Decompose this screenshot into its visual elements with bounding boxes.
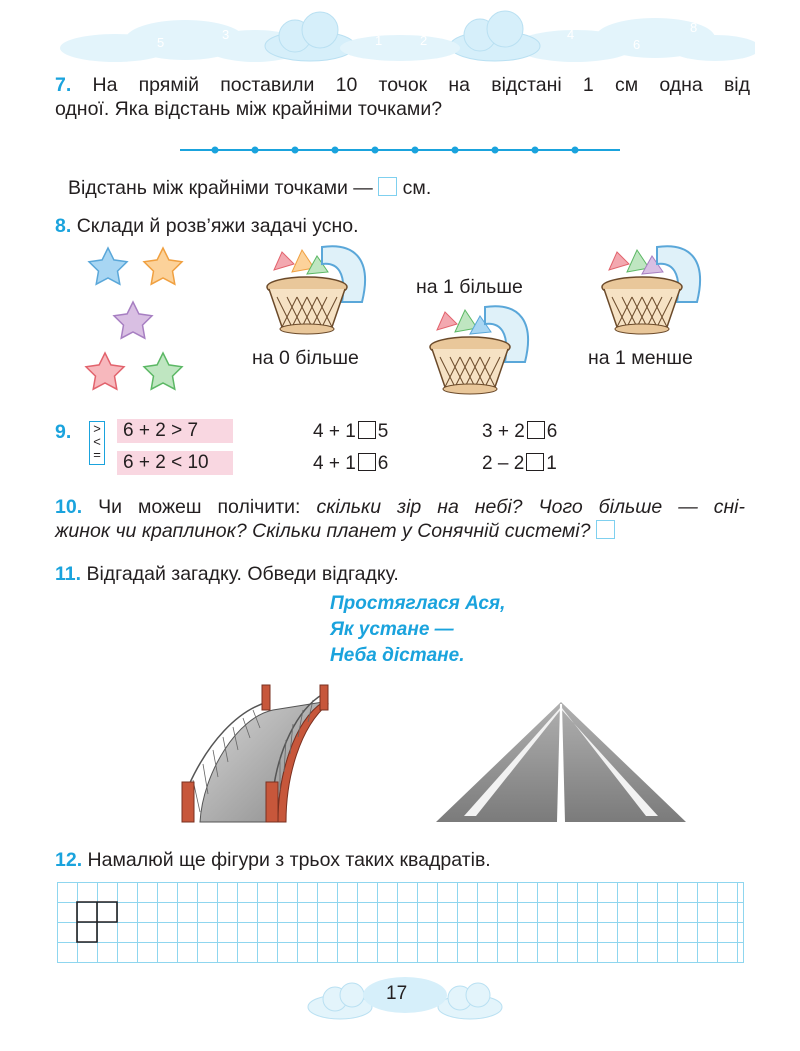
riddle-line: Простяглася Ася,	[330, 593, 506, 614]
cloud-number: 0	[397, 17, 405, 32]
sample-figure	[76, 901, 120, 945]
cloud-number: 7	[107, 17, 115, 32]
cloud-center-right	[450, 11, 540, 61]
page-number: 17	[386, 983, 408, 1004]
bridge-image[interactable]	[178, 682, 338, 824]
star-orange	[144, 248, 182, 284]
cloud-number: 5	[157, 35, 165, 50]
inequality-row-2: 6 + 2 < 10	[117, 451, 233, 475]
road-image[interactable]	[436, 700, 686, 822]
star-green	[144, 353, 182, 389]
cloud-number: 8	[690, 20, 698, 35]
task-11	[55, 562, 399, 586]
compare-item: 4 + 1 6	[313, 453, 389, 474]
inequality-row-1: 6 + 2 > 7	[117, 419, 233, 443]
answer-unit: см.	[402, 177, 432, 199]
comparison-signs: > < =	[89, 421, 105, 465]
point	[532, 147, 539, 154]
cloud-number: 6	[633, 37, 641, 52]
stars-group	[75, 240, 205, 400]
task-text: Склади й розв’яжи задачі усно.	[76, 215, 359, 237]
task-text: Чи можеш полічити:	[98, 496, 301, 518]
task-number: 10.	[55, 496, 83, 518]
point	[212, 147, 219, 154]
answer-box[interactable]	[596, 520, 615, 539]
point	[332, 147, 339, 154]
task-text: Відгадай загадку. Обведи відгадку.	[86, 563, 399, 585]
number-line	[175, 140, 625, 160]
task-10	[55, 495, 745, 543]
task-7-answer	[68, 176, 431, 200]
cloud-number: 3	[222, 27, 230, 42]
point	[492, 147, 499, 154]
star-purple	[114, 302, 152, 338]
drawing-grid[interactable]	[57, 882, 744, 963]
task-number: 7.	[55, 74, 72, 96]
task-number: 12.	[55, 849, 83, 871]
compare-box[interactable]	[527, 421, 545, 439]
task-8	[55, 214, 359, 238]
task-7	[55, 73, 750, 121]
point	[372, 147, 379, 154]
answer-prefix: Відстань між крайніми точками —	[68, 177, 373, 199]
task-question: жинок чи краплинок? Скільки планет у Сонячній системі?	[55, 520, 591, 542]
label-one-more: на 1 більше	[416, 276, 523, 298]
riddle-line: Як устане —	[330, 619, 454, 640]
task-number-9: 9.	[55, 421, 72, 443]
task-number: 8.	[55, 215, 72, 237]
point	[292, 147, 299, 154]
task-number: 11.	[55, 563, 82, 585]
task-text: Намалюй ще фігури з трьох таких квадратів.	[87, 849, 491, 871]
cloud-number: 4	[567, 27, 575, 42]
answer-box[interactable]	[378, 177, 397, 196]
riddle-line: Неба дістане.	[330, 645, 465, 666]
point	[252, 147, 259, 154]
compare-item: 4 + 1 5	[313, 421, 389, 442]
cloud-number: 1	[375, 33, 383, 48]
basket-3	[597, 242, 717, 342]
compare-box[interactable]	[526, 453, 544, 471]
task-question: скільки зір на небі? Чого більше — сні-	[316, 496, 746, 518]
label-zero-more: на 0 більше	[252, 347, 359, 369]
label-one-less: на 1 менше	[588, 347, 693, 369]
compare-item: 2 – 2 1	[482, 453, 557, 474]
task-text: одної. Яка відстань між крайніми точками?	[55, 98, 443, 120]
star-blue	[89, 248, 127, 284]
star-red	[86, 353, 124, 389]
task-text: На прямій поставили 10 точок на відстані 1 см одна від	[92, 74, 751, 96]
compare-box[interactable]	[358, 421, 376, 439]
cloud-number: 2	[420, 33, 428, 48]
task-12	[55, 848, 491, 872]
cloud-center-left	[265, 12, 355, 61]
compare-box[interactable]	[358, 453, 376, 471]
point	[572, 147, 579, 154]
basket-2	[425, 302, 545, 402]
riddle	[330, 591, 505, 669]
point	[452, 147, 459, 154]
compare-item: 3 + 2 6	[482, 421, 558, 442]
point	[412, 147, 419, 154]
basket-1	[262, 242, 382, 342]
